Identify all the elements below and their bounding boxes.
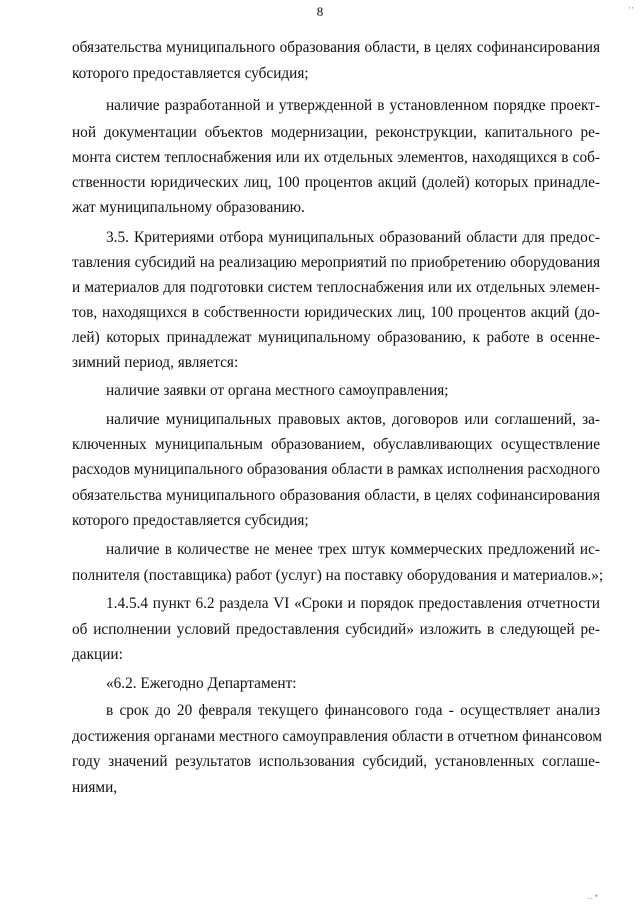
- text-line: ной документации объектов модернизации, реконструкции, капитального ре-: [72, 124, 600, 141]
- text-line: которого предоставляется субсидия;: [72, 65, 309, 82]
- text-line: расходов муниципального образования области в рамках исполнения расходного: [72, 461, 600, 478]
- text-line: наличие муниципальных правовых актов, договоров или соглашений, за-: [106, 411, 600, 428]
- text-line: ключенных муниципальным образованием, обуславливающих осуществление: [72, 436, 600, 453]
- text-line: году значений результатов использования субсидий, установленных соглаше-: [72, 753, 600, 770]
- text-line: и материалов для подготовки систем теплоснабжения или их отдельных элемен-: [72, 279, 600, 296]
- text-line: наличие разработанной и утвержденной в установленном порядке проект-: [106, 97, 600, 114]
- text-line: жат муниципальному образованию.: [72, 199, 305, 216]
- text-line: «6.2. Ежегодно Департамент:: [106, 675, 297, 692]
- text-line: дакции:: [72, 646, 123, 663]
- text-line: полнителя (поставщика) работ (услуг) на поставку оборудования и материалов.»;: [72, 567, 604, 584]
- text-line: обязательства муниципального образования области, в целях софинансирования: [72, 39, 600, 56]
- text-line: наличие в количестве не менее трех штук коммерческих предложений ис-: [106, 541, 600, 558]
- text-line: ниями,: [72, 779, 118, 796]
- text-line: ственности юридических лиц, 100 процентов акций (долей) которых принадле-: [72, 174, 600, 191]
- text-line: тавления субсидий на реализацию мероприятий по приобретению оборудования: [72, 254, 600, 271]
- text-line: тов, находящихся в собственности юридических лиц, 100 процентов акций (до-: [72, 304, 600, 321]
- scan-artifact: ‥ •: [586, 891, 598, 901]
- text-line: 3.5. Критериями отбора муниципальных образований области для предос-: [106, 229, 600, 246]
- text-line: обязательства муниципального образования области, в целях софинансирования: [72, 487, 600, 504]
- text-line: в срок до 20 февраля текущего финансового года - осуществляет анализ: [106, 702, 600, 719]
- text-line: монта систем теплоснабжения или их отдельных элементов, находящихся в соб-: [72, 149, 600, 166]
- text-line: об исполнении условий предоставления субсидий» изложить в следующей ре-: [72, 621, 600, 638]
- text-line: 1.4.5.4 пункт 6.2 раздела VI «Сроки и порядок предоставления отчетности: [106, 595, 600, 612]
- text-line: наличие заявки от органа местного самоуправления;: [106, 382, 449, 399]
- page-number: 8: [316, 4, 324, 19]
- text-line: которого предоставляется субсидия;: [72, 512, 309, 529]
- text-line: достижения органами местного самоуправления области в отчетном финансовом: [72, 728, 603, 745]
- text-line: зимний период, является:: [72, 354, 239, 371]
- text-line: лей) которых принадлежат муниципальному образованию, к работе в осенне-: [72, 329, 600, 346]
- scan-artifact: ‚‚: [628, 0, 634, 10]
